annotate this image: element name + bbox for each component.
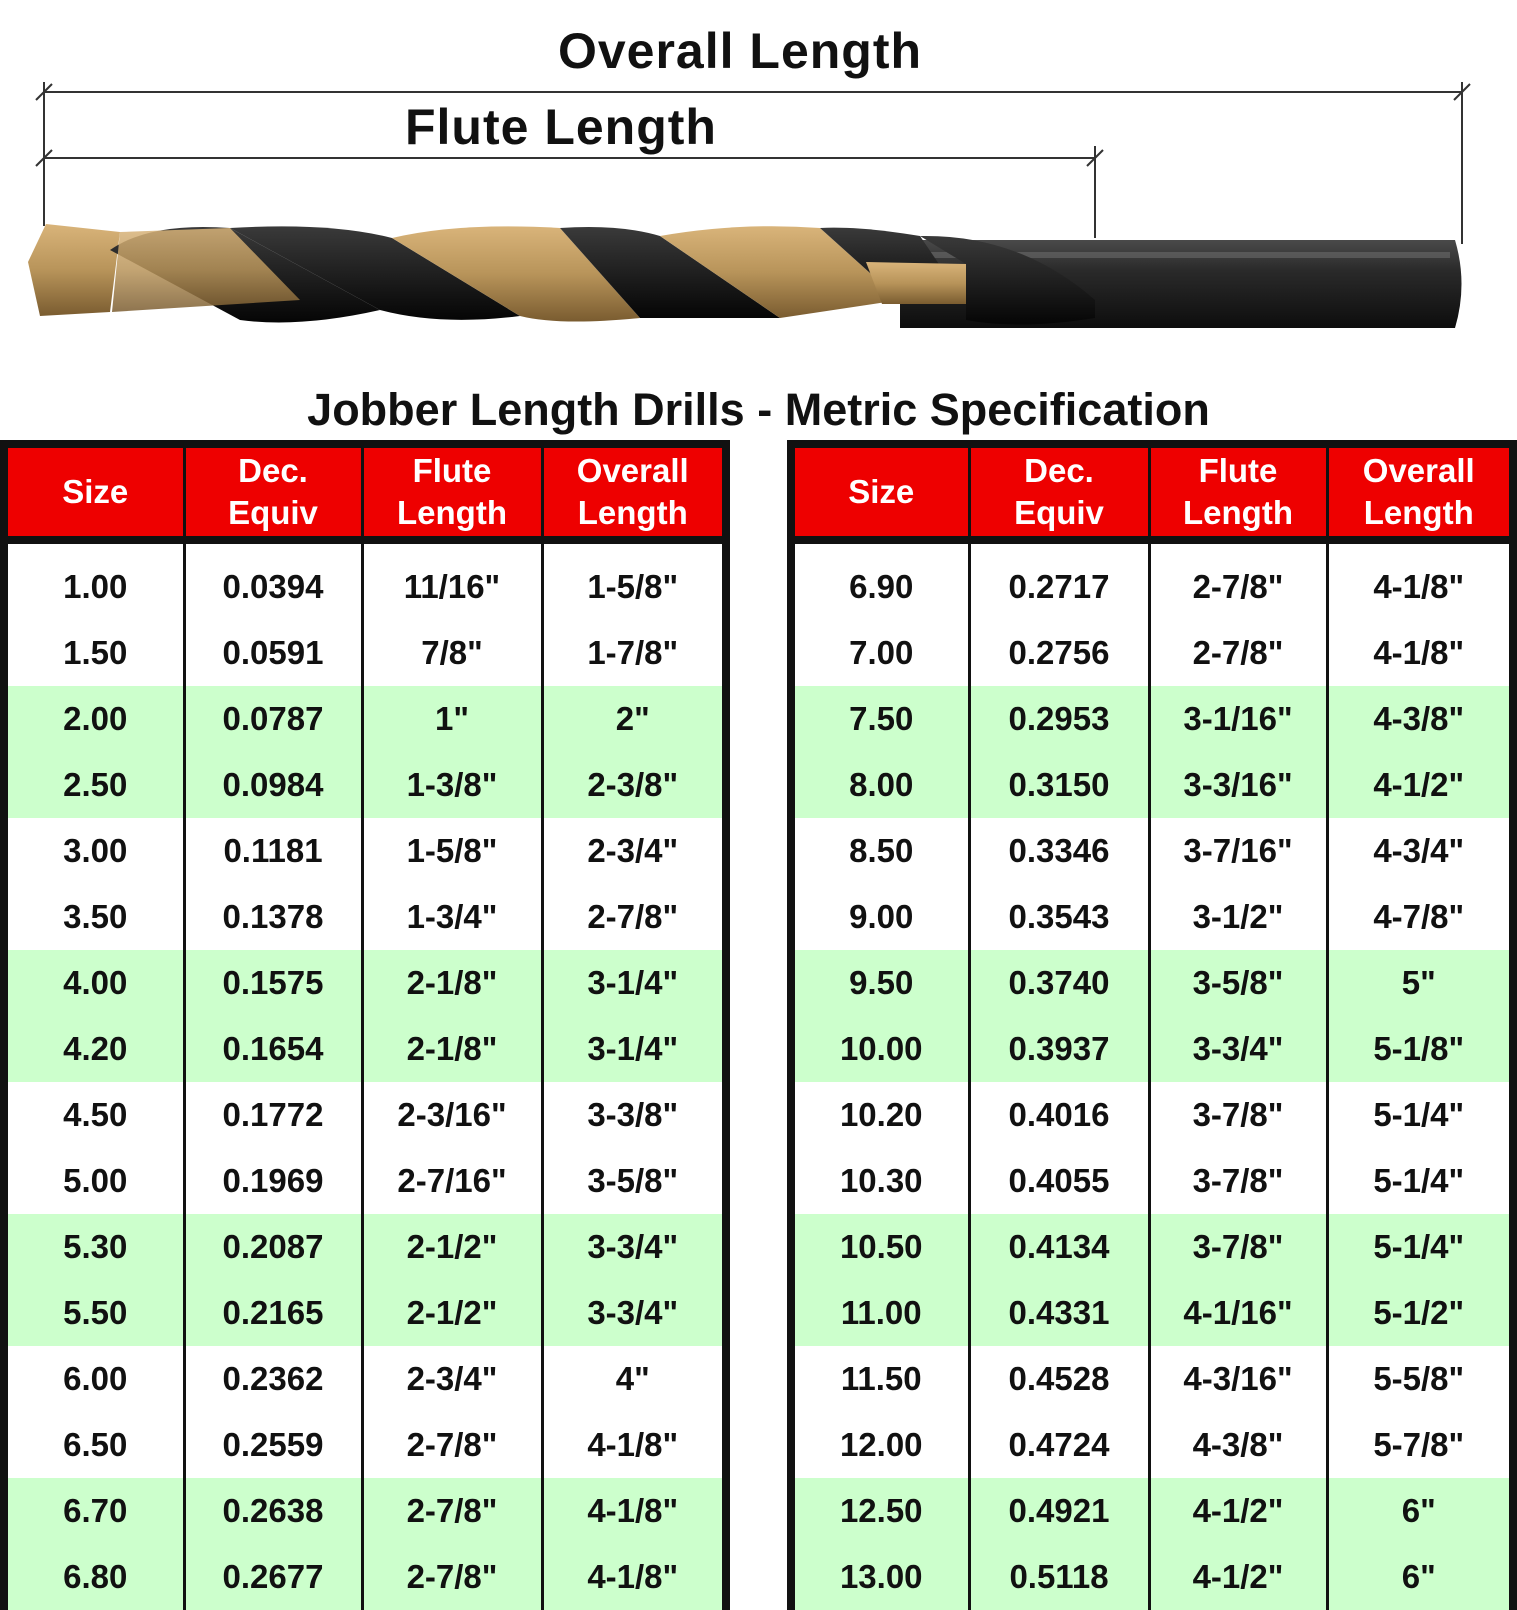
table-row <box>791 1346 1513 1412</box>
overall-length-cell: 3-3/4" <box>542 1214 726 1280</box>
table-row <box>4 1544 726 1610</box>
overall-length-cell: 5-5/8" <box>1327 1346 1513 1412</box>
flute-length-cell: 3-7/8" <box>1149 1214 1327 1280</box>
size-cell: 2.50 <box>4 752 184 818</box>
size-cell: 8.50 <box>791 818 969 884</box>
size-cell: 3.50 <box>4 884 184 950</box>
table-header-row <box>4 444 726 540</box>
header-overall-length <box>542 444 726 540</box>
table-row <box>4 818 726 884</box>
size-cell: 6.80 <box>4 1544 184 1610</box>
size-cell: 11.50 <box>791 1346 969 1412</box>
flute-length-cell: 2-1/8" <box>362 950 542 1016</box>
flute-length-cell: 7/8" <box>362 620 542 686</box>
overall-length-cell: 6" <box>1327 1478 1513 1544</box>
flute-length-cell: 11/16" <box>362 540 542 620</box>
header-text-line: Overall <box>1362 452 1475 489</box>
size-cell: 10.20 <box>791 1082 969 1148</box>
decimal-equivalent-cell: 0.2638 <box>184 1478 362 1544</box>
decimal-equivalent-cell: 0.3740 <box>969 950 1149 1016</box>
header-overall-length <box>1327 444 1513 540</box>
header-decimal-equivalent <box>184 444 362 540</box>
decimal-equivalent-cell: 0.4724 <box>969 1412 1149 1478</box>
header-flute-length <box>362 444 542 540</box>
overall-length-cell: 5-7/8" <box>1327 1412 1513 1478</box>
header-text-line: Dec. <box>1024 452 1094 489</box>
overall-length-cell: 5-1/4" <box>1327 1214 1513 1280</box>
flute-length-cell: 2-7/16" <box>362 1148 542 1214</box>
header-text-line: Length <box>1183 494 1293 531</box>
decimal-equivalent-cell: 0.2677 <box>184 1544 362 1610</box>
decimal-equivalent-cell: 0.2559 <box>184 1412 362 1478</box>
overall-length-cell: 4-1/8" <box>1327 620 1513 686</box>
overall-length-cell: 3-3/8" <box>542 1082 726 1148</box>
table-row <box>791 1544 1513 1610</box>
flute-length-cell: 3-7/8" <box>1149 1082 1327 1148</box>
overall-length-cell: 4-3/4" <box>1327 818 1513 884</box>
decimal-equivalent-cell: 0.4016 <box>969 1082 1149 1148</box>
overall-length-cell: 4-1/2" <box>1327 752 1513 818</box>
overall-length-cell: 4-3/8" <box>1327 686 1513 752</box>
overall-length-cell: 1-5/8" <box>542 540 726 620</box>
table-header-row <box>791 444 1513 540</box>
header-decimal-equivalent <box>969 444 1149 540</box>
table-row <box>4 1478 726 1544</box>
table-row <box>791 1148 1513 1214</box>
table-row <box>4 620 726 686</box>
table-row <box>791 1280 1513 1346</box>
decimal-equivalent-cell: 0.5118 <box>969 1544 1149 1610</box>
size-cell: 8.00 <box>791 752 969 818</box>
flute-length-cell: 3-1/16" <box>1149 686 1327 752</box>
overall-length-cell: 1-7/8" <box>542 620 726 686</box>
flute-length-cell: 1-5/8" <box>362 818 542 884</box>
decimal-equivalent-cell: 0.4528 <box>969 1346 1149 1412</box>
header-text-line: Flute <box>1198 452 1278 489</box>
size-cell: 1.50 <box>4 620 184 686</box>
decimal-equivalent-cell: 0.4134 <box>969 1214 1149 1280</box>
table-row <box>791 884 1513 950</box>
header-text-line: Size <box>62 473 129 510</box>
flute-length-cell: 2-3/16" <box>362 1082 542 1148</box>
size-cell: 5.00 <box>4 1148 184 1214</box>
size-cell: 7.00 <box>791 620 969 686</box>
flute-length-dimension-line <box>36 146 1103 238</box>
header-text-line: Length <box>577 494 688 531</box>
decimal-equivalent-cell: 0.1772 <box>184 1082 362 1148</box>
size-cell: 10.30 <box>791 1148 969 1214</box>
header-text-line: Size <box>848 473 915 510</box>
size-cell: 4.20 <box>4 1016 184 1082</box>
header-text-line: Flute <box>412 452 492 489</box>
overall-length-cell: 4-1/8" <box>542 1412 726 1478</box>
decimal-equivalent-cell: 0.0787 <box>184 686 362 752</box>
header-text-line: Overall <box>576 452 689 489</box>
table-row <box>791 540 1513 620</box>
decimal-equivalent-cell: 0.4055 <box>969 1148 1149 1214</box>
decimal-equivalent-cell: 0.4331 <box>969 1280 1149 1346</box>
table-row <box>4 1148 726 1214</box>
size-cell: 5.50 <box>4 1280 184 1346</box>
flute-length-cell: 1-3/4" <box>362 884 542 950</box>
decimal-equivalent-cell: 0.1575 <box>184 950 362 1016</box>
table-row <box>791 752 1513 818</box>
overall-length-dimension-line <box>36 82 1470 244</box>
table-row <box>4 752 726 818</box>
size-cell: 10.00 <box>791 1016 969 1082</box>
table-row <box>4 540 726 620</box>
table-row <box>4 950 726 1016</box>
flute-length-cell: 3-7/16" <box>1149 818 1327 884</box>
size-cell: 6.70 <box>4 1478 184 1544</box>
flute-length-cell: 4-3/8" <box>1149 1412 1327 1478</box>
flute-length-cell: 1-3/8" <box>362 752 542 818</box>
decimal-equivalent-cell: 0.0591 <box>184 620 362 686</box>
decimal-equivalent-cell: 0.0984 <box>184 752 362 818</box>
size-cell: 3.00 <box>4 818 184 884</box>
header-text-line: Dec. <box>238 452 308 489</box>
header-text-line: Length <box>397 494 507 531</box>
table-title: Jobber Length Drills - Metric Specification <box>307 384 1210 435</box>
table-row <box>791 686 1513 752</box>
decimal-equivalent-cell: 0.0394 <box>184 540 362 620</box>
decimal-equivalent-cell: 0.3543 <box>969 884 1149 950</box>
flute-length-cell: 2-3/4" <box>362 1346 542 1412</box>
table-row <box>4 1082 726 1148</box>
flute-length-cell: 3-1/2" <box>1149 884 1327 950</box>
size-cell: 9.00 <box>791 884 969 950</box>
overall-length-cell: 5" <box>1327 950 1513 1016</box>
flute-length-cell: 3-5/8" <box>1149 950 1327 1016</box>
decimal-equivalent-cell: 0.3346 <box>969 818 1149 884</box>
flute-length-cell: 2-1/8" <box>362 1016 542 1082</box>
overall-length-cell: 4-1/8" <box>542 1478 726 1544</box>
table-row <box>791 950 1513 1016</box>
overall-length-cell: 3-1/4" <box>542 950 726 1016</box>
table-row <box>791 620 1513 686</box>
decimal-equivalent-cell: 0.2953 <box>969 686 1149 752</box>
size-cell: 11.00 <box>791 1280 969 1346</box>
flute-length-cell: 4-3/16" <box>1149 1346 1327 1412</box>
flute-length-cell: 1" <box>362 686 542 752</box>
decimal-equivalent-cell: 0.2165 <box>184 1280 362 1346</box>
table-row <box>791 1214 1513 1280</box>
overall-length-cell: 5-1/4" <box>1327 1148 1513 1214</box>
header-size <box>791 444 969 540</box>
decimal-equivalent-cell: 0.3937 <box>969 1016 1149 1082</box>
size-cell: 6.00 <box>4 1346 184 1412</box>
flute-length-cell: 4-1/2" <box>1149 1544 1327 1610</box>
size-cell: 6.50 <box>4 1412 184 1478</box>
decimal-equivalent-cell: 0.2362 <box>184 1346 362 1412</box>
decimal-equivalent-cell: 0.1378 <box>184 884 362 950</box>
flute-length-cell: 2-7/8" <box>362 1412 542 1478</box>
flute-length-cell: 3-7/8" <box>1149 1148 1327 1214</box>
size-cell: 2.00 <box>4 686 184 752</box>
size-cell: 10.50 <box>791 1214 969 1280</box>
flute-length-cell: 2-7/8" <box>1149 620 1327 686</box>
overall-length-cell: 5-1/2" <box>1327 1280 1513 1346</box>
overall-length-cell: 4-1/8" <box>542 1544 726 1610</box>
decimal-equivalent-cell: 0.1181 <box>184 818 362 884</box>
table-row <box>791 818 1513 884</box>
table-row <box>4 1346 726 1412</box>
size-cell: 5.30 <box>4 1214 184 1280</box>
decimal-equivalent-cell: 0.2717 <box>969 540 1149 620</box>
overall-length-cell: 4" <box>542 1346 726 1412</box>
overall-length-cell: 2" <box>542 686 726 752</box>
overall-length-cell: 4-7/8" <box>1327 884 1513 950</box>
table-row <box>791 1082 1513 1148</box>
flute-length-cell: 2-7/8" <box>362 1544 542 1610</box>
flute-length-cell: 3-3/4" <box>1149 1016 1327 1082</box>
decimal-equivalent-cell: 0.2087 <box>184 1214 362 1280</box>
header-text-line: Equiv <box>1014 494 1104 531</box>
size-cell: 9.50 <box>791 950 969 1016</box>
table-row <box>4 686 726 752</box>
header-size <box>4 444 184 540</box>
flute-length-cell: 2-1/2" <box>362 1214 542 1280</box>
decimal-equivalent-cell: 0.2756 <box>969 620 1149 686</box>
size-cell: 7.50 <box>791 686 969 752</box>
table-row <box>4 1214 726 1280</box>
size-cell: 1.00 <box>4 540 184 620</box>
size-cell: 4.00 <box>4 950 184 1016</box>
flute-length-cell: 2-7/8" <box>1149 540 1327 620</box>
size-cell: 12.50 <box>791 1478 969 1544</box>
overall-length-cell: 2-7/8" <box>542 884 726 950</box>
header-text-line: Length <box>1363 494 1474 531</box>
overall-length-cell: 5-1/8" <box>1327 1016 1513 1082</box>
flute-length-cell: 3-3/16" <box>1149 752 1327 818</box>
size-cell: 6.90 <box>791 540 969 620</box>
table-row <box>791 1478 1513 1544</box>
table-row <box>4 1280 726 1346</box>
overall-length-cell: 6" <box>1327 1544 1513 1610</box>
overall-length-cell: 4-1/8" <box>1327 540 1513 620</box>
spec-table-left <box>0 440 730 1610</box>
flute-length-label: Flute Length <box>405 99 717 155</box>
overall-length-cell: 3-5/8" <box>542 1148 726 1214</box>
overall-length-cell: 3-1/4" <box>542 1016 726 1082</box>
flute-length-cell: 4-1/2" <box>1149 1478 1327 1544</box>
size-cell: 4.50 <box>4 1082 184 1148</box>
overall-length-cell: 2-3/8" <box>542 752 726 818</box>
overall-length-label: Overall Length <box>557 23 923 79</box>
flute-length-cell: 2-7/8" <box>362 1478 542 1544</box>
flute-length-cell: 2-1/2" <box>362 1280 542 1346</box>
size-cell: 13.00 <box>791 1544 969 1610</box>
spec-table-right <box>787 440 1517 1610</box>
flute-length-cell: 4-1/16" <box>1149 1280 1327 1346</box>
header-text-line: Equiv <box>228 494 318 531</box>
size-cell: 12.00 <box>791 1412 969 1478</box>
decimal-equivalent-cell: 0.1654 <box>184 1016 362 1082</box>
table-row <box>4 1412 726 1478</box>
table-row <box>4 1016 726 1082</box>
overall-length-cell: 3-3/4" <box>542 1280 726 1346</box>
table-row <box>791 1016 1513 1082</box>
overall-length-cell: 5-1/4" <box>1327 1082 1513 1148</box>
table-row <box>4 884 726 950</box>
decimal-equivalent-cell: 0.3150 <box>969 752 1149 818</box>
table-row <box>791 1412 1513 1478</box>
overall-length-cell: 2-3/4" <box>542 818 726 884</box>
decimal-equivalent-cell: 0.4921 <box>969 1478 1149 1544</box>
decimal-equivalent-cell: 0.1969 <box>184 1148 362 1214</box>
header-flute-length <box>1149 444 1327 540</box>
